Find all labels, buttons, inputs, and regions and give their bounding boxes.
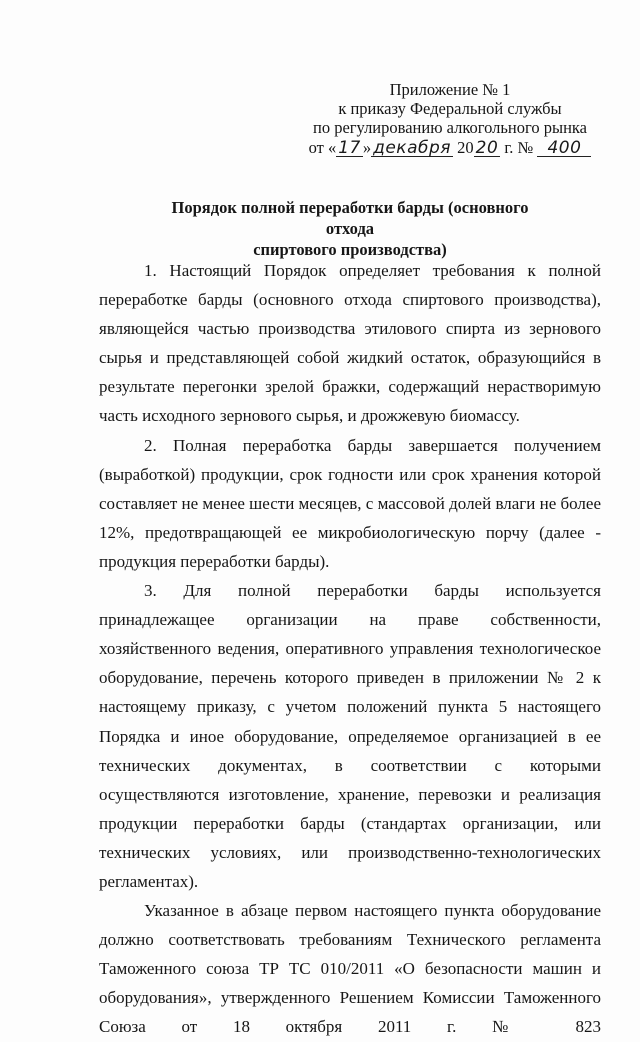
handwritten-month: декабря xyxy=(373,138,451,158)
agency-name: по регулированию алкогольного рынка xyxy=(313,118,587,137)
title-line-1: Порядок полной переработки барды (основного отхода xyxy=(171,198,529,238)
document-title xyxy=(150,197,550,260)
appendix-number: Приложение № 1 xyxy=(389,80,511,99)
date-sep: » xyxy=(362,138,372,157)
order-reference: к приказу Федеральной службы xyxy=(338,99,562,118)
handwritten-day: 17 xyxy=(338,138,361,158)
paragraph-2: 2. Полная переработка барды завершается получением (выработкой) продукции, срок годности или срок хранения которой составляет не менее шести месяцев, с массовой долей влаги не более 12%, предотвращающей ее микробиологическую порчу (далее - продукция переработки барды). xyxy=(99,435,601,571)
appendix-header xyxy=(300,80,600,157)
document-body xyxy=(99,256,601,1042)
handwritten-order-number: 400 xyxy=(537,140,591,157)
handwritten-year: 20 xyxy=(475,138,499,158)
order-date-line xyxy=(300,138,600,157)
paragraph-4: Указанное в абзаце первом настоящего пункта оборудование должно соответствовать требованиям Технического регламента Таможенного союза ТР ТС 010/2011 «О безопасности машин и оборудования», утвержденного Решением Комиссии Таможенного Союза от 18 октября 2011 г. № 823 xyxy=(99,901,601,1037)
year-prefix: 20 xyxy=(457,138,474,157)
title-line-2: спиртового производства) xyxy=(253,240,447,259)
paragraph-1: 1. Настоящий Порядок определяет требования к полной переработке барды (основного отхода спиртового производства), являющейся частью производства этилового спирта из зернового сырья и представляющей собой жидкий остаток, образующийся в результате перегонки зрелой бражки, содержащий нерастворимую часть исходного зернового сырья, и дрожжевую биомассу. xyxy=(99,261,601,426)
number-label: г. № xyxy=(504,138,534,157)
date-prefix: от « xyxy=(308,138,337,157)
paragraph-3: 3. Для полной переработки барды используется принадлежащее организации на праве собственности, хозяйственного ведения, оперативного управления технологическое оборудование, перечень которого приведен в приложении № 2 к настоящему приказу, с учетом положений пункта 5 настоящего Порядка и иное оборудование, определяемое организацией в ее технических документах, в соответствии с которыми осуществляются изготовление, хранение, перевозки и реализация продукции переработки барды (стандартах организации, или технических условиях, или производственно-технологических регламентах). xyxy=(99,581,601,891)
